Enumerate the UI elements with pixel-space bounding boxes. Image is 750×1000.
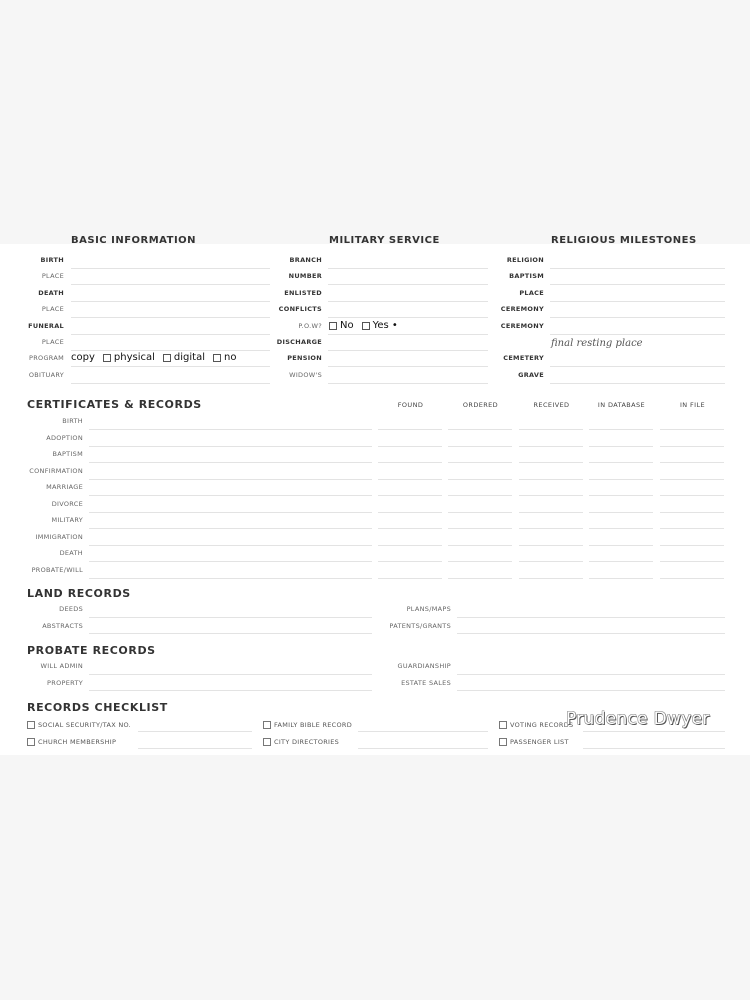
certificate-status-cell[interactable] xyxy=(589,462,653,463)
program-line xyxy=(71,366,270,367)
certificate-status-cell[interactable] xyxy=(589,495,653,496)
checkbox[interactable] xyxy=(27,738,35,746)
certificate-notes-input[interactable] xyxy=(89,545,372,546)
certificate-status-cell[interactable] xyxy=(448,495,512,496)
column-ordered: ORDERED xyxy=(462,401,499,409)
will-admin-input[interactable] xyxy=(89,674,372,675)
certificate-status-cell[interactable] xyxy=(660,446,724,447)
field-label: CEREMONY xyxy=(500,322,544,330)
certificate-status-cell[interactable] xyxy=(378,462,442,463)
certificate-status-cell[interactable] xyxy=(378,429,442,430)
certificate-status-cell[interactable] xyxy=(378,479,442,480)
certificate-status-cell[interactable] xyxy=(519,479,583,480)
checkbox[interactable] xyxy=(27,721,35,729)
certificate-status-cell[interactable] xyxy=(519,528,583,529)
field-label: WIDOW'S xyxy=(289,371,322,379)
certificate-status-cell[interactable] xyxy=(660,429,724,430)
certificate-status-cell[interactable] xyxy=(378,561,442,562)
field-label: BRANCH xyxy=(289,256,322,264)
ceremony-input-2[interactable] xyxy=(550,334,725,335)
certificate-status-cell[interactable] xyxy=(660,495,724,496)
certificate-status-cell[interactable] xyxy=(378,528,442,529)
checklist-passenger-list[interactable] xyxy=(499,738,569,746)
field-label: NUMBER xyxy=(288,272,322,280)
certificate-status-cell[interactable] xyxy=(448,462,512,463)
certificate-status-cell[interactable] xyxy=(378,446,442,447)
grave-input[interactable] xyxy=(550,383,725,384)
certificate-row-label: ADOPTION xyxy=(46,433,83,442)
program-copy-label: copy xyxy=(71,352,95,363)
certificate-status-cell[interactable] xyxy=(589,512,653,513)
birth-input[interactable] xyxy=(71,268,270,269)
certificate-status-cell[interactable] xyxy=(660,479,724,480)
field-label: OBITUARY xyxy=(28,371,64,379)
branch-input[interactable] xyxy=(328,268,488,269)
checklist-label: PASSENGER LIST xyxy=(510,738,569,746)
plans-maps-input[interactable] xyxy=(457,617,725,618)
certificate-status-cell[interactable] xyxy=(519,495,583,496)
checkbox[interactable] xyxy=(499,721,507,729)
cemetery-input[interactable] xyxy=(550,366,725,367)
genealogy-worksheet xyxy=(0,235,750,755)
social-security-input[interactable] xyxy=(138,731,252,732)
certificate-status-cell[interactable] xyxy=(519,429,583,430)
field-label: P.O.W? xyxy=(298,322,322,330)
certificate-row-label: CONFIRMATION xyxy=(29,466,83,475)
funeral-input[interactable] xyxy=(71,334,270,335)
certificate-row-label: IMMIGRATION xyxy=(35,532,83,541)
checklist-family-bible[interactable] xyxy=(263,721,352,729)
field-label: PLACE xyxy=(41,338,64,346)
column-received: RECEIVED xyxy=(533,401,570,409)
discharge-input[interactable] xyxy=(328,350,488,351)
abstracts-input[interactable] xyxy=(89,633,372,634)
city-directories-input[interactable] xyxy=(358,748,488,749)
religion-input[interactable] xyxy=(550,268,725,269)
field-label: BAPTISM xyxy=(509,272,544,280)
number-input[interactable] xyxy=(328,284,488,285)
final-resting-place-subheading: final resting place xyxy=(551,338,643,349)
certificate-status-cell[interactable] xyxy=(519,512,583,513)
field-label: FUNERAL xyxy=(28,322,64,330)
certificate-row-label: MILITARY xyxy=(51,516,83,524)
checklist-church-membership[interactable] xyxy=(27,738,116,746)
certificate-status-cell[interactable] xyxy=(519,578,583,579)
certificate-notes-input[interactable] xyxy=(89,578,372,579)
field-label: ENLISTED xyxy=(284,289,322,297)
certificate-status-cell[interactable] xyxy=(448,512,512,513)
pension-input[interactable] xyxy=(328,366,488,367)
certificate-status-cell[interactable] xyxy=(660,512,724,513)
certificate-status-cell[interactable] xyxy=(448,446,512,447)
records-checklist-heading: RECORDS CHECKLIST xyxy=(27,701,168,714)
ceremony-input-1[interactable] xyxy=(550,317,725,318)
checklist-voting-records[interactable] xyxy=(499,721,573,729)
probate-records-heading: PROBATE RECORDS xyxy=(27,644,156,657)
checklist-label: SOCIAL SECURITY/TAX NO. xyxy=(38,721,132,729)
checkbox[interactable] xyxy=(263,738,271,746)
certificate-status-cell[interactable] xyxy=(448,528,512,529)
checklist-label: CHURCH MEMBERSHIP xyxy=(38,738,117,746)
funeral-place-input[interactable] xyxy=(71,350,270,351)
certificate-status-cell[interactable] xyxy=(519,561,583,562)
deeds-input[interactable] xyxy=(89,617,372,618)
pow-no-label: No xyxy=(340,320,354,331)
certificate-status-cell[interactable] xyxy=(448,429,512,430)
passenger-list-input[interactable] xyxy=(583,748,725,749)
certificate-row-label: PROBATE/WILL xyxy=(31,565,83,574)
certificate-row-label: DEATH xyxy=(59,549,83,557)
certificate-notes-input[interactable] xyxy=(89,512,372,513)
checklist-social-security[interactable] xyxy=(27,721,131,729)
certificate-status-cell[interactable] xyxy=(589,429,653,430)
field-label: DISCHARGE xyxy=(276,338,322,346)
checkbox[interactable] xyxy=(499,738,507,746)
certificate-notes-input[interactable] xyxy=(89,462,372,463)
field-label: BIRTH xyxy=(40,256,64,264)
certificate-status-cell[interactable] xyxy=(519,462,583,463)
certificate-row-label: BAPTISM xyxy=(52,450,83,458)
field-label: PROPERTY xyxy=(47,679,83,687)
field-label: CEREMONY xyxy=(500,305,544,313)
program-no-label: no xyxy=(223,352,237,363)
field-label: DEEDS xyxy=(59,605,83,613)
certificate-row-label: BIRTH xyxy=(62,417,83,425)
field-label: GRAVE xyxy=(518,371,544,379)
certificate-status-cell[interactable] xyxy=(589,528,653,529)
field-label: PENSION xyxy=(287,354,322,362)
certificates-records-heading: CERTIFICATES & RECORDS xyxy=(27,398,202,411)
program-physical-label: physical xyxy=(113,352,155,363)
certificate-status-cell[interactable] xyxy=(448,545,512,546)
land-records-heading: LAND RECORDS xyxy=(27,587,131,600)
field-label: CONFLICTS xyxy=(278,305,322,313)
obituary-input[interactable] xyxy=(71,383,270,384)
column-found: FOUND xyxy=(397,401,424,409)
property-input[interactable] xyxy=(89,690,372,691)
field-label: PATENTS/GRANTS xyxy=(389,622,451,630)
field-label: DEATH xyxy=(38,289,64,297)
certificate-status-cell[interactable] xyxy=(519,446,583,447)
guardianship-input[interactable] xyxy=(457,674,725,675)
certificate-status-cell[interactable] xyxy=(448,561,512,562)
voting-records-input[interactable] xyxy=(583,731,725,732)
certificate-status-cell[interactable] xyxy=(378,495,442,496)
program-options xyxy=(71,352,236,363)
certificate-status-cell[interactable] xyxy=(589,545,653,546)
pow-options xyxy=(329,320,398,331)
checklist-city-directories[interactable] xyxy=(263,738,339,746)
checklist-label: CITY DIRECTORIES xyxy=(274,738,340,746)
birth-place-input[interactable] xyxy=(71,284,270,285)
church-membership-input[interactable] xyxy=(138,748,252,749)
pow-yes-checkbox[interactable] xyxy=(362,322,370,330)
certificate-notes-input[interactable] xyxy=(89,561,372,562)
certificate-status-cell[interactable] xyxy=(589,561,653,562)
column-in-database: IN DATABASE xyxy=(597,401,646,409)
field-label: WILL ADMIN xyxy=(40,662,83,670)
basic-information-heading: BASIC INFORMATION xyxy=(71,235,197,246)
field-label: PLACE xyxy=(41,272,64,280)
death-place-input[interactable] xyxy=(71,317,270,318)
baptism-input[interactable] xyxy=(550,284,725,285)
certificate-notes-input[interactable] xyxy=(89,429,372,430)
family-bible-input[interactable] xyxy=(358,731,488,732)
patents-grants-input[interactable] xyxy=(457,633,725,634)
field-label: PLANS/MAPS xyxy=(406,605,451,613)
certificate-status-cell[interactable] xyxy=(378,545,442,546)
certificate-status-cell[interactable] xyxy=(448,578,512,579)
certificate-status-cell[interactable] xyxy=(660,528,724,529)
certificate-status-cell[interactable] xyxy=(660,578,724,579)
program-digital-label: digital xyxy=(173,352,205,363)
religious-place-input[interactable] xyxy=(550,301,725,302)
field-label: PROGRAM xyxy=(29,354,64,362)
death-input[interactable] xyxy=(71,301,270,302)
checklist-label: FAMILY BIBLE RECORD xyxy=(274,721,353,729)
field-label: PLACE xyxy=(41,305,64,313)
estate-sales-input[interactable] xyxy=(457,690,725,691)
certificate-notes-input[interactable] xyxy=(89,446,372,447)
pow-line xyxy=(328,334,488,335)
enlisted-input[interactable] xyxy=(328,301,488,302)
certificate-status-cell[interactable] xyxy=(448,479,512,480)
field-label: CEMETERY xyxy=(503,354,544,362)
checklist-label: VOTING RECORDS xyxy=(510,721,574,729)
certificate-row-label: DIVORCE xyxy=(51,499,83,508)
program-digital-checkbox[interactable] xyxy=(163,354,171,362)
certificate-status-cell[interactable] xyxy=(519,545,583,546)
field-label: ESTATE SALES xyxy=(401,679,451,687)
certificate-notes-input[interactable] xyxy=(89,495,372,496)
certificate-notes-input[interactable] xyxy=(89,479,372,480)
field-label: GUARDIANSHIP xyxy=(397,662,451,670)
artist-watermark: Prudence Dwyer xyxy=(566,709,710,729)
certificate-status-cell[interactable] xyxy=(589,446,653,447)
religious-milestones-heading: RELIGIOUS MILESTONES xyxy=(551,235,697,246)
field-label: PLACE xyxy=(519,289,544,297)
field-label: ABSTRACTS xyxy=(42,622,83,630)
certificate-status-cell[interactable] xyxy=(660,462,724,463)
conflicts-input[interactable] xyxy=(328,317,488,318)
certificate-status-cell[interactable] xyxy=(660,561,724,562)
checkbox[interactable] xyxy=(263,721,271,729)
military-service-heading: MILITARY SERVICE xyxy=(329,235,440,246)
pow-no-checkbox[interactable] xyxy=(329,322,337,330)
pow-yes-label: Yes • xyxy=(372,320,398,331)
widows-input[interactable] xyxy=(328,383,488,384)
program-no-checkbox[interactable] xyxy=(213,354,221,362)
certificate-status-cell[interactable] xyxy=(378,512,442,513)
certificate-status-cell[interactable] xyxy=(378,578,442,579)
certificate-row-label: MARRIAGE xyxy=(46,483,83,491)
program-physical-checkbox[interactable] xyxy=(103,354,111,362)
certificate-status-cell[interactable] xyxy=(589,479,653,480)
column-in-file: IN FILE xyxy=(679,401,706,409)
certificate-status-cell[interactable] xyxy=(660,545,724,546)
field-label: RELIGION xyxy=(506,256,544,264)
certificate-notes-input[interactable] xyxy=(89,528,372,529)
certificate-status-cell[interactable] xyxy=(589,578,653,579)
